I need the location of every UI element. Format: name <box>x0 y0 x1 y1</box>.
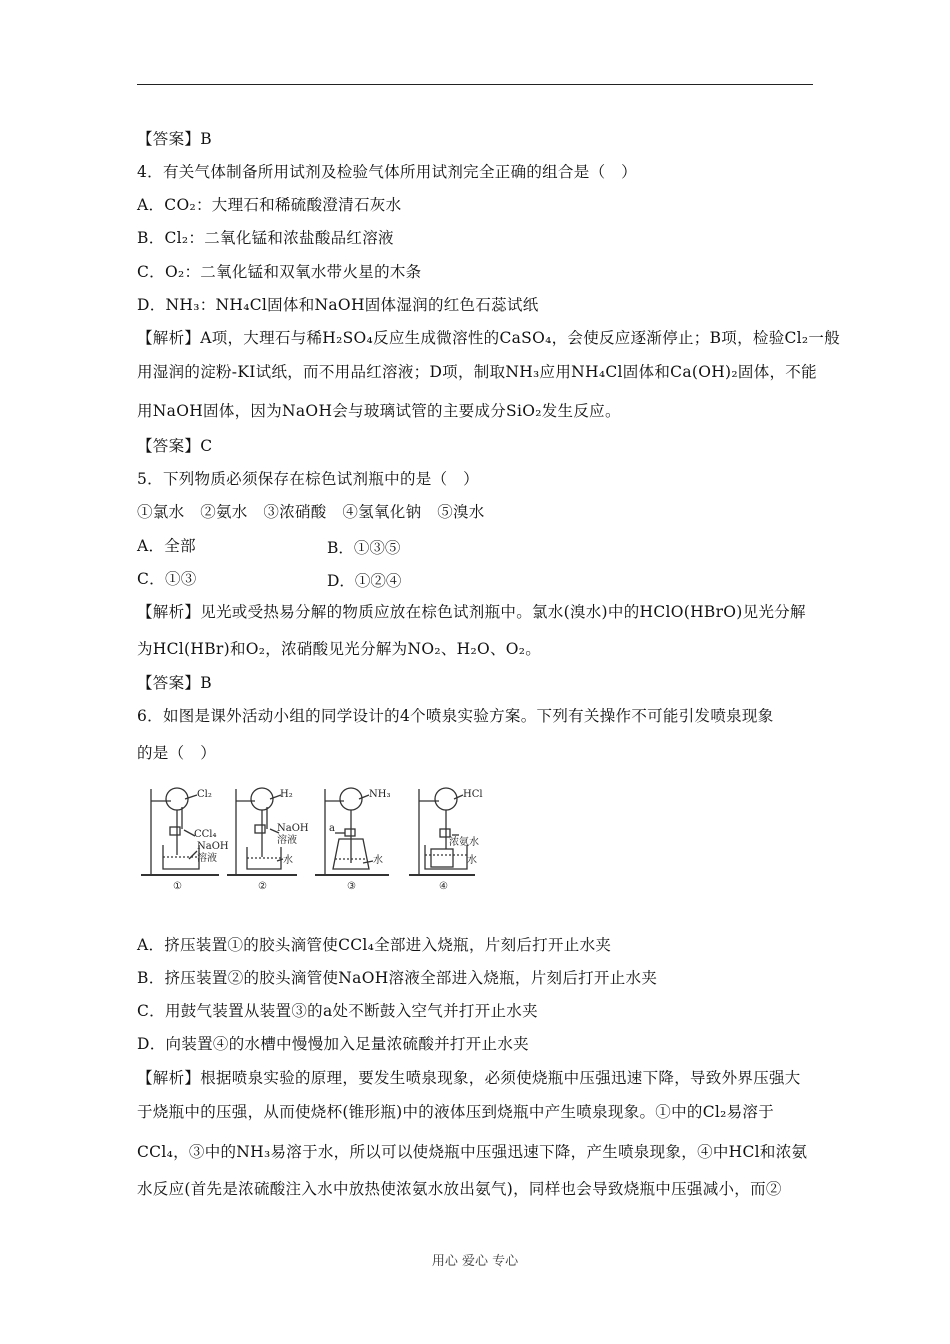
substance-list: ①氯水 ②氨水 ③浓硝酸 ④氢氧化钠 ⑤溴水 <box>137 503 485 521</box>
label-num-3: ③ <box>347 881 356 892</box>
question-6-cont: 的是（ ） <box>137 744 217 762</box>
label-naoh-1: NaOH <box>197 841 229 852</box>
question-6: 6．如图是课外活动小组的同学设计的4个喷泉实验方案。下列有关操作不可能引发喷泉现象 <box>137 707 774 725</box>
answer-line: 【答案】B <box>137 674 212 692</box>
label-a: a <box>329 823 335 834</box>
label-water-3: 水 <box>373 855 383 866</box>
label-cl2: Cl₂ <box>197 789 212 800</box>
answer-line: 【答案】C <box>137 437 213 455</box>
label-num-4: ④ <box>439 881 448 892</box>
option-d: D．向装置④的水槽中慢慢加入足量浓硫酸并打开止水夹 <box>137 1035 529 1053</box>
analysis-line: 于烧瓶中的压强，从而使烧杯(锥形瓶)中的液体压到烧瓶中产生喷泉现象。①中的Cl₂易溶于 <box>137 1103 775 1121</box>
label-solution-1: 溶液 <box>197 853 217 864</box>
label-solution-2: 溶液 <box>277 835 297 846</box>
option-d: D．①②④ <box>327 572 402 590</box>
question-5: 5．下列物质必须保存在棕色试剂瓶中的是（ ） <box>137 470 479 488</box>
answer-line: 【答案】B <box>137 130 212 148</box>
label-water-2: 水 <box>283 855 293 866</box>
analysis-line: 用NaOH固体，因为NaOH会与玻璃试管的主要成分SiO₂发生反应。 <box>137 402 621 420</box>
analysis-line: CCl₄，③中的NH₃易溶于水，所以可以使烧瓶中压强迅速下降，产生喷泉现象，④中HCl和浓氨 <box>137 1143 808 1161</box>
option-c: C．O₂：二氧化锰和双氧水带火星的木条 <box>137 263 422 281</box>
label-num-2: ② <box>258 881 267 892</box>
question-4: 4．有关气体制备所用试剂及检验气体所用试剂完全正确的组合是（ ） <box>137 163 637 181</box>
label-num-1: ① <box>173 881 182 892</box>
analysis-line: 水反应(首先是浓硫酸注入水中放热使浓氨水放出氨气)，同样也会导致烧瓶中压强减小，而② <box>137 1180 782 1198</box>
analysis-line: 用湿润的淀粉-KI试纸，而不用品红溶液；D项，制取NH₃应用NH₄Cl固体和Ca(OH)₂固体，不能 <box>137 363 817 381</box>
option-b: B．①③⑤ <box>327 539 401 557</box>
analysis-line: 【解析】根据喷泉实验的原理，要发生喷泉现象，必须使烧瓶中压强迅速下降，导致外界压强大 <box>137 1069 801 1087</box>
option-b: B．挤压装置②的胶头滴管使NaOH溶液全部进入烧瓶，片刻后打开止水夹 <box>137 969 658 987</box>
option-d: D．NH₃：NH₄Cl固体和NaOH固体湿润的红色石蕊试纸 <box>137 296 539 314</box>
apparatus-4 <box>409 788 475 875</box>
label-hcl: HCl <box>463 789 483 800</box>
label-nh3: NH₃ <box>369 789 391 800</box>
option-a: A．全部 <box>137 537 196 555</box>
label-naoh-2: NaOH <box>277 823 309 834</box>
label-water-4: 水 <box>467 855 477 866</box>
analysis-line: 为HCl(HBr)和O₂，浓硝酸见光分解为NO₂、H₂O、O₂。 <box>137 640 542 658</box>
option-c: C．①③ <box>137 570 197 588</box>
page-footer: 用心 爱心 专心 <box>431 1254 519 1269</box>
fountain-apparatus-figure <box>137 783 483 895</box>
option-c: C．用鼓气装置从装置③的a处不断鼓入空气并打开止水夹 <box>137 1002 538 1020</box>
label-ccl4: CCl₄ <box>194 829 217 840</box>
label-conc-ammonia: 浓氨水 <box>449 837 479 848</box>
option-a: A．CO₂：大理石和稀硫酸澄清石灰水 <box>137 196 402 214</box>
header-rule <box>137 84 813 85</box>
analysis-line: 【解析】见光或受热易分解的物质应放在棕色试剂瓶中。氯水(溴水)中的HClO(HBrO)见光分解 <box>137 603 806 621</box>
option-a: A．挤压装置①的胶头滴管使CCl₄全部进入烧瓶，片刻后打开止水夹 <box>137 936 612 954</box>
analysis-line: 【解析】A项，大理石与稀H₂SO₄反应生成微溶性的CaSO₄，会使反应逐渐停止；B项，检验Cl₂一般 <box>137 329 841 347</box>
label-h2: H₂ <box>280 789 293 800</box>
option-b: B．Cl₂：二氧化锰和浓盐酸品红溶液 <box>137 229 394 247</box>
